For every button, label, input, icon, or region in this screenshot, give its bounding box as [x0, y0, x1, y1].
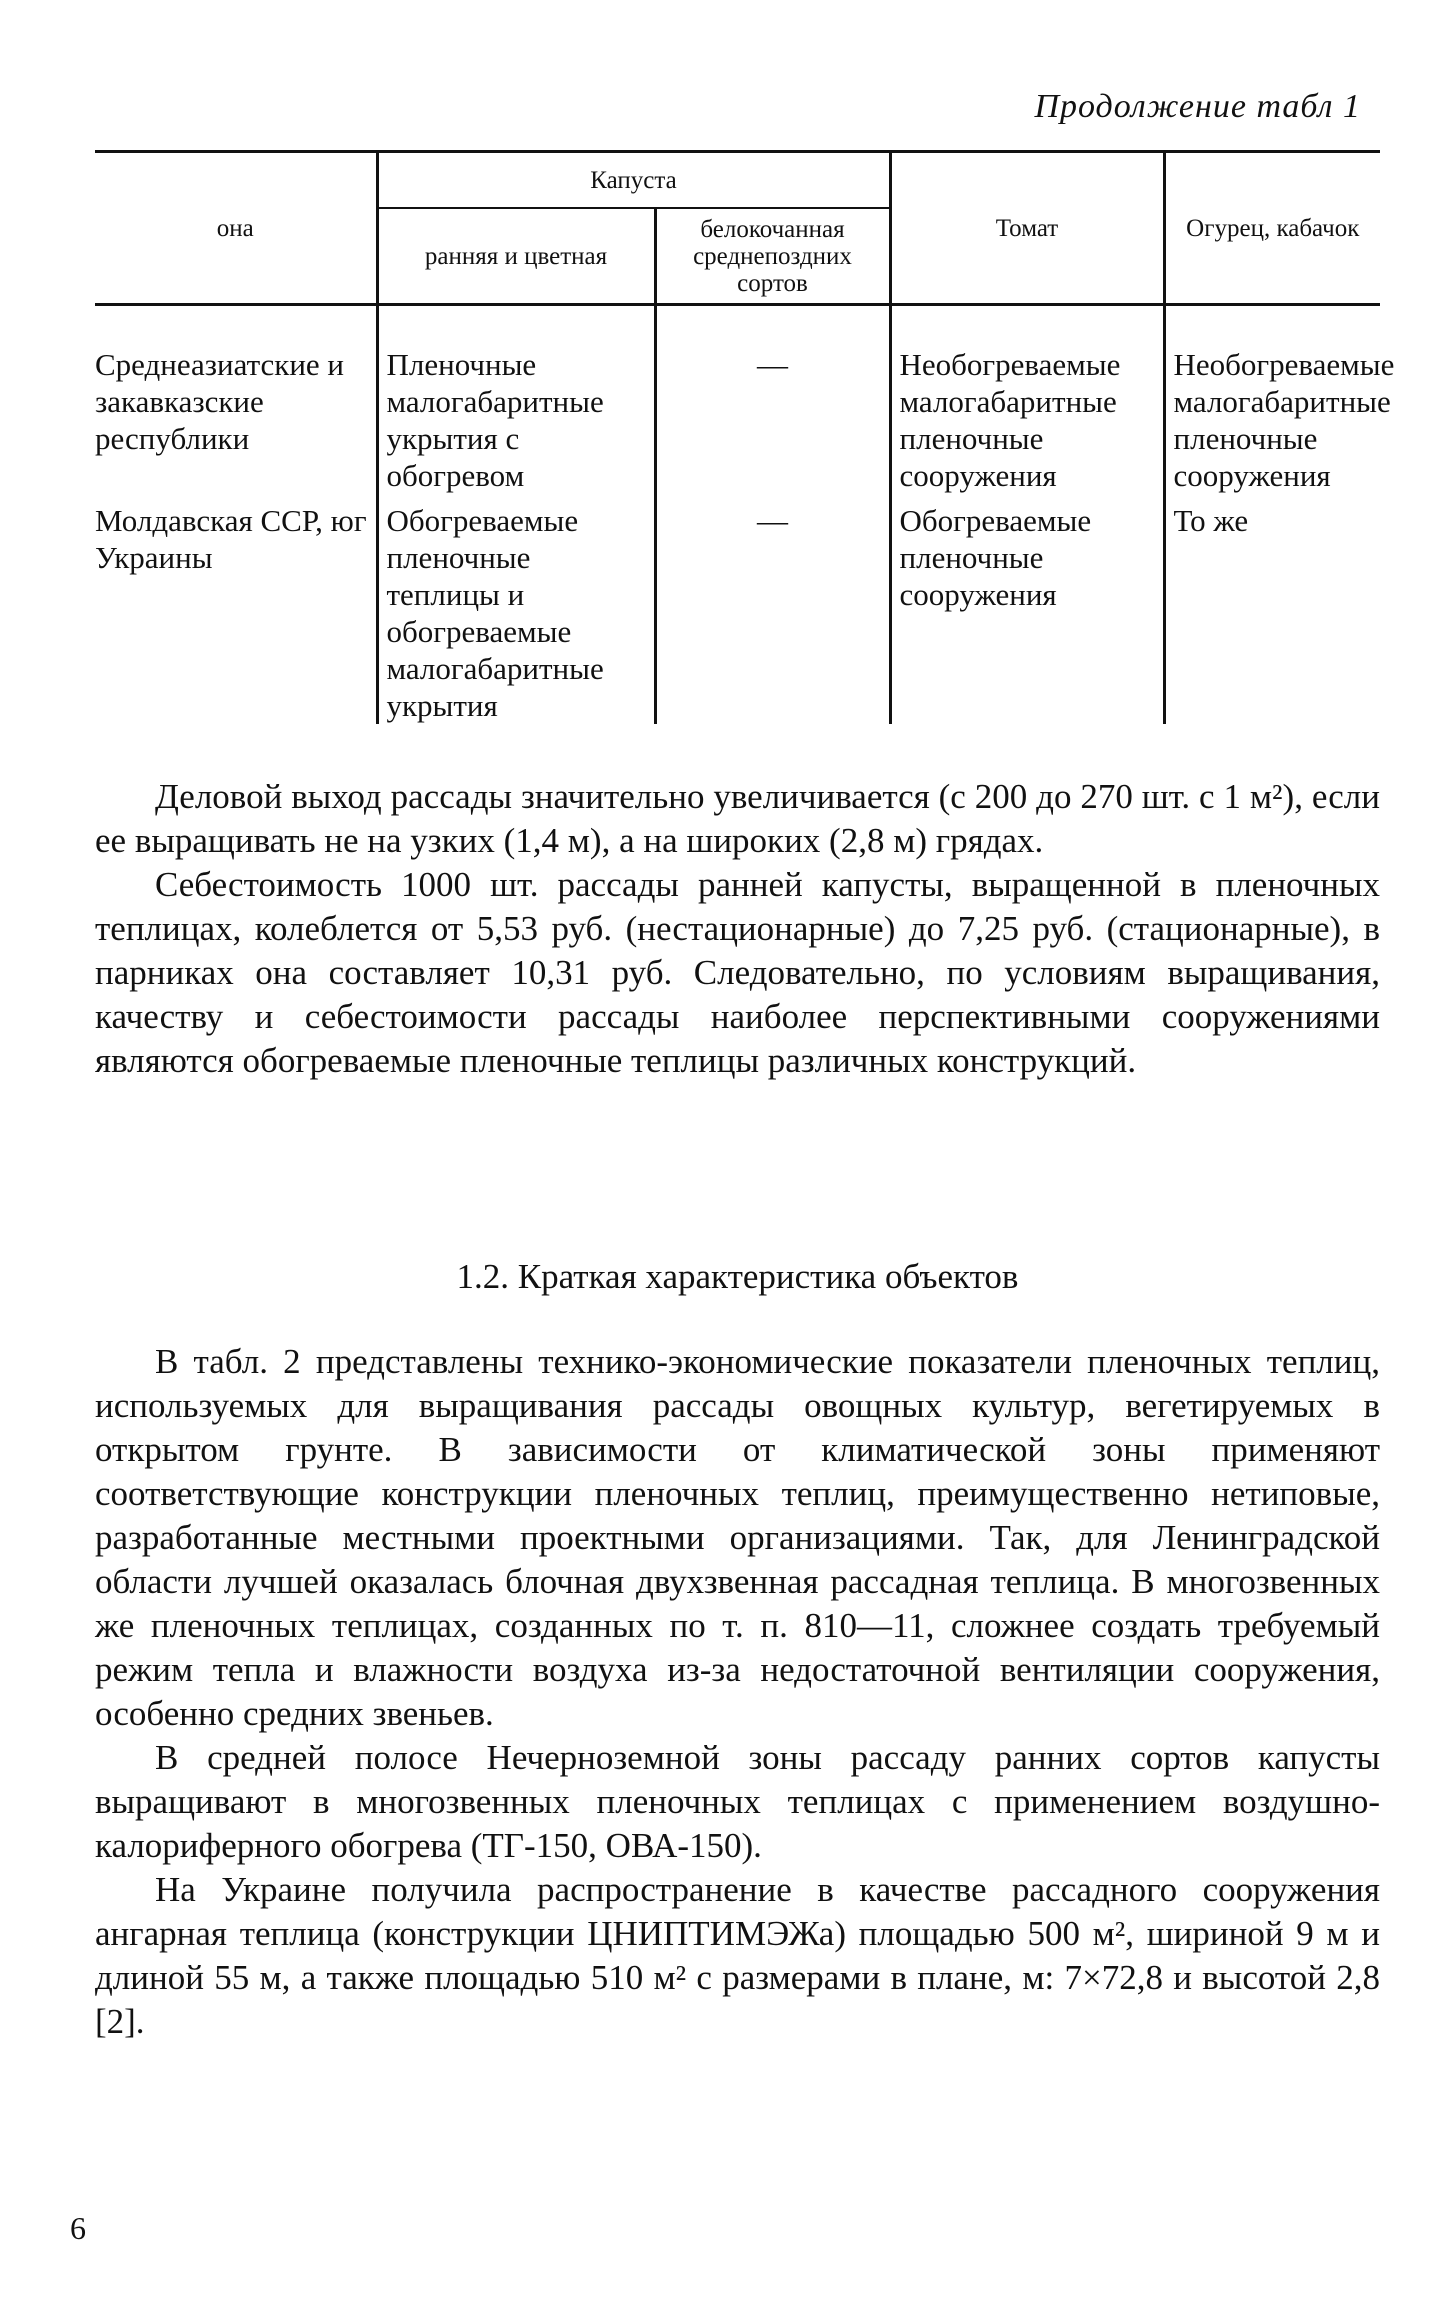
table-row — [95, 305, 1380, 495]
cell-zone: Молдавская ССР, юг Украины — [95, 503, 367, 575]
cell-cabbage-white: — — [655, 494, 890, 724]
cell-cabbage-white: — — [655, 305, 890, 495]
body-text-bottom — [95, 1340, 1380, 2044]
paragraph: Деловой выход рассады значительно увеличивается (с 200 до 270 шт. с 1 м²), если ее выращивать не на узких (1,4 м), а на широких (2,8 м) грядах. — [95, 777, 1380, 860]
paragraph: В табл. 2 представлены технико-экономические показатели пленочных теплиц, используемых для выращивания рассады овощных культур, вегетируемых в открытом грунте. В зависимости от климатической зоны применяют соответствующие конструкции пленочных теплиц, преимущественно нетиповые, разработанные местными проектными организациями. Так, для Ленинградской области лучшей оказалась блочная двухзвенная рассадная теплица. В многозвенных же пленочных теплицах, созданных по т. п. 810—11, сложнее создать требуемый режим тепла и влажности воздуха из-за недостаточной вентиляции сооружения, особенно средних звеньев. — [95, 1342, 1380, 1733]
table-1 — [95, 150, 1395, 724]
cell-zone: Среднеазиатские и закавказские республики — [95, 347, 345, 456]
col-header-cabbage: Капуста — [377, 152, 890, 209]
paragraph: Себестоимость 1000 шт. рассады ранней капусты, выращенной в пленочных теплицах, колеблется от 5,53 руб. (нестационарные) до 7,25 руб. (стационарные), в парниках она составляет 10,31 руб. Следовательно, по условиям выращивания, качеству и себестоимости рассады наиболее перспективными сооружениями являются обогреваемые пленочные теплицы различных конструкций. — [95, 865, 1380, 1080]
page-number: 6 — [70, 2210, 86, 2246]
paragraph: В средней полосе Нечерноземной зоны рассаду ранних сортов капусты выращивают в многозвенных пленочных теплицах с применением воздушно-калориферного обогрева (ТГ-150, ОВА-150). — [95, 1738, 1380, 1865]
section-title: 1.2. Краткая характеристика объектов — [456, 1257, 1019, 1296]
cell-cabbage-early: Обогреваемые пленочные теплицы и обогреваемые малогабаритные укрытия — [377, 494, 655, 724]
table-continuation-label: Продолжение табл 1 — [1034, 88, 1361, 125]
table-row — [95, 494, 1380, 724]
paragraph: На Украине получила распространение в качестве рассадного сооружения ангарная теплица (конструкции ЦНИПТИМЭЖа) площадью 500 м², шириной 9 м и длиной 55 м, а также площадью 510 м² с размерами в плане, м: 7×72,8 и высотой 2,8 [2]. — [95, 1870, 1380, 2041]
body-text-top — [95, 775, 1380, 1083]
cell-tomato: Необогреваемые малогабаритные пленочные сооружения — [890, 305, 1164, 495]
col-header-tomato: Томат — [890, 152, 1164, 305]
cell-cabbage-early: Пленочные малогабаритные укрытия с обогревом — [377, 305, 655, 495]
cell-tomato: Обогреваемые пленочные сооружения — [890, 494, 1164, 724]
cell-cucumber: То же — [1164, 494, 1380, 724]
col-header-zone: она — [95, 152, 377, 305]
cell-cucumber: Необогреваемые малогабаритные пленочные сооружения — [1164, 305, 1380, 495]
col-header-cabbage-white: белокочанная среднепоздних сортов — [655, 208, 890, 305]
col-header-cucumber: Огурец, кабачок — [1164, 152, 1380, 305]
col-header-cabbage-early: ранняя и цветная — [377, 208, 655, 305]
